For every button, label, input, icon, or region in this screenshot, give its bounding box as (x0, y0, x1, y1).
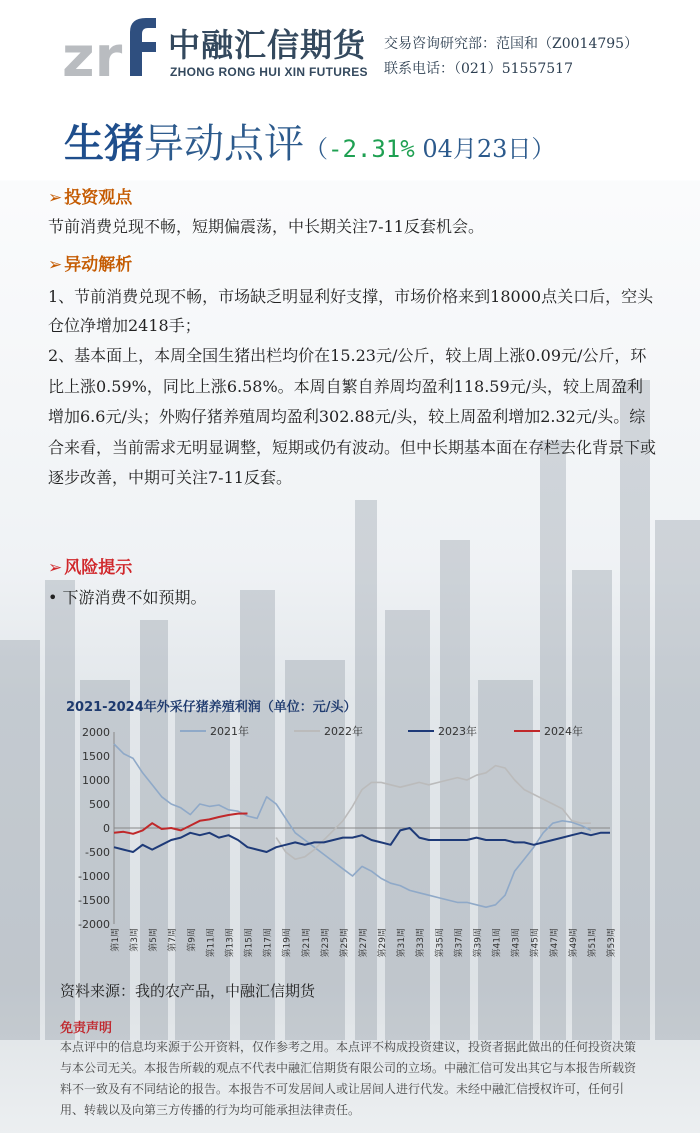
company-logo-icon (60, 14, 160, 84)
section-head-analysis-label: 异动解析 (64, 255, 133, 275)
series-line-2023年 (114, 828, 610, 852)
x-tick-label: 第27周 (359, 928, 369, 958)
x-tick-label: 第19周 (282, 928, 293, 958)
section-head-analysis (48, 250, 132, 275)
x-tick-label: 第33周 (416, 928, 427, 958)
title-main: 生猪 (64, 121, 144, 167)
title-paren-open: （ (304, 135, 328, 163)
x-tick-label: 第43周 (511, 928, 522, 958)
x-tick-label: 第49周 (568, 928, 579, 958)
x-tick-label: 第51周 (587, 928, 598, 958)
section-analysis-p1: 1、节前消费兑现不畅，市场缺乏明显利好支撑，市场价格来到18000点关口后，空头仓位净增加2418手； (48, 287, 654, 335)
chart-svg (62, 694, 632, 974)
series-line-2024年 (114, 814, 248, 834)
company-name-cn: 中融汇信期货 (168, 26, 367, 64)
company-name-en: ZHONG RONG HUI XIN FUTURES (170, 65, 368, 79)
x-tick-label: 第17周 (263, 928, 274, 958)
contact-analyst: 交易咨询研究部：范国和（Z0014795） (384, 36, 639, 52)
disclaimer-title: 免责声明 (60, 1021, 113, 1036)
y-tick-label: 1500 (82, 750, 110, 763)
section-view-text: 节前消费兑现不畅，短期偏震荡，中长期关注7-11反套机会。 (48, 217, 484, 236)
y-tick-label: 0 (103, 822, 110, 835)
x-tick-label: 第53周 (607, 928, 617, 958)
x-tick-label: 第31周 (397, 928, 408, 958)
disclaimer-text: 本点评中的信息均来源于公开资料，仅作参考之用。本点评不构成投资建议，投资者据此做出的任何投资决策与本公司无关。本报告所载的观点不代表中融汇信期货有限公司的立场。中融汇信可发出其它与本报告所载资料不一致及有不同结论的报告。本报告不可发居间人或让居间人进行代发。未经中融汇信授权许可，任何引用、转载以及向第三方传播的行为均可能承担法律责任。 (60, 1040, 637, 1117)
contact-phone: 联系电话：（021）51557517 (384, 61, 573, 77)
chart-source: 资料来源：我的农产品，中融汇信期货 (60, 982, 316, 1000)
legend-label: 2022年 (324, 725, 363, 738)
x-tick-label: 第3周 (130, 928, 141, 952)
section-head-risk-label: 风险提示 (64, 558, 133, 578)
section-risk-text: • 下游消费不如预期。 (48, 588, 207, 607)
title-sub: 异动点评 (144, 121, 304, 167)
page-title (64, 112, 555, 169)
x-tick-label: 第23周 (320, 928, 331, 958)
section-head-risk (48, 553, 132, 578)
x-tick-label: 第1周 (111, 928, 121, 952)
x-tick-label: 第47周 (549, 928, 560, 958)
y-tick-label: -1500 (78, 894, 110, 907)
x-tick-label: 第13周 (225, 928, 236, 958)
title-change-pct: -2.31% (328, 135, 415, 163)
x-tick-label: 第35周 (435, 928, 446, 958)
chart-title: 2021-2024年外采仔猪养殖利润（单位：元/头） (66, 700, 357, 715)
x-tick-label: 第15周 (244, 928, 255, 958)
x-tick-label: 第7周 (168, 928, 179, 952)
x-tick-label: 第45周 (530, 928, 541, 958)
y-tick-label: -1000 (78, 870, 110, 883)
legend-label: 2023年 (438, 725, 477, 738)
x-tick-label: 第21周 (301, 928, 312, 958)
svg-text:zr: zr (62, 25, 123, 84)
y-tick-label: -2000 (78, 918, 110, 931)
x-tick-label: 第5周 (149, 928, 160, 952)
y-tick-label: -500 (85, 846, 110, 859)
section-head-view (48, 183, 132, 208)
x-tick-label: 第25周 (339, 928, 350, 958)
legend-label: 2024年 (544, 725, 583, 738)
title-paren-close: ） (531, 135, 556, 163)
report-header (0, 0, 700, 100)
section-analysis-p2: 2、基本面上，本周全国生猪出栏均价在15.23元/公斤，较上周上涨0.09元/公斤，环比上涨0.59%，同比上涨6.58%。本周自繁自养周均盈利118.59元/头，较上周盈利增加6.6元/头；外购仔猪养殖周均盈利302.88元/头，较上周盈利增加2.32元/头。综合来看，当前需求无明显调整，短期或仍有波动。但中长期基本面在存栏去化背景下或逐步改善，中期可关注7-11反套。 (48, 346, 657, 487)
arrow-icon: ➢ (48, 255, 63, 275)
x-tick-label: 第11周 (206, 928, 217, 958)
legend-label: 2021年 (210, 725, 249, 738)
x-tick-label: 第9周 (187, 928, 198, 952)
x-tick-label: 第41周 (492, 928, 503, 958)
x-tick-label: 第39周 (473, 928, 484, 958)
profit-chart (62, 694, 632, 974)
x-tick-label: 第37周 (454, 928, 465, 958)
x-tick-label: 第29周 (378, 928, 389, 958)
y-tick-label: 2000 (82, 726, 110, 739)
arrow-icon: ➢ (48, 188, 63, 208)
title-date: 04月23日 (414, 135, 532, 163)
y-tick-label: 500 (89, 798, 110, 811)
series-line-2021年 (114, 744, 591, 907)
section-head-view-label: 投资观点 (64, 188, 133, 208)
y-tick-label: 1000 (82, 774, 110, 787)
arrow-icon: ➢ (48, 558, 63, 578)
series-line-2022年 (276, 766, 591, 860)
